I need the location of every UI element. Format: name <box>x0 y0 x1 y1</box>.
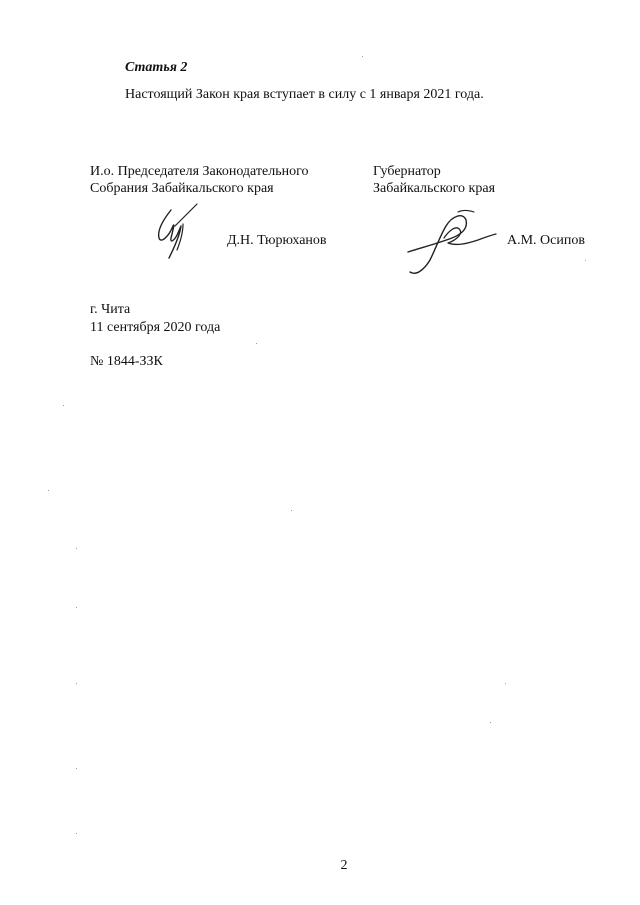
place-and-date <box>90 301 220 337</box>
right-signatory-title <box>373 163 495 197</box>
scan-speck <box>76 683 77 684</box>
scan-speck <box>76 607 77 608</box>
left-signatory-title <box>90 163 309 197</box>
city: г. Чита <box>90 302 131 317</box>
article-heading: Статья 2 <box>125 60 188 75</box>
scan-speck <box>256 343 257 344</box>
scan-speck <box>63 405 64 406</box>
left-signature-icon <box>145 200 205 262</box>
article-text: Настоящий Закон края вступает в силу с 1 января 2021 года. <box>125 87 484 102</box>
signing-date: 11 сентября 2020 года <box>90 320 221 335</box>
scan-speck <box>76 768 77 769</box>
scan-speck <box>362 56 363 57</box>
right-signatory-title-line2: Забайкальского края <box>373 181 496 196</box>
left-signatory-name: Д.Н. Тюрюханов <box>227 233 327 248</box>
scan-speck <box>585 260 586 261</box>
left-signatory-title-line2: Собрания Забайкальского края <box>90 181 274 196</box>
right-signatory-name: А.М. Осипов <box>507 233 585 248</box>
left-signatory-title-line1: И.о. Председателя Законодательного <box>90 164 309 179</box>
right-signature-icon <box>400 208 500 280</box>
scan-speck <box>76 833 77 834</box>
scan-speck <box>490 722 491 723</box>
right-signatory-title-line1: Губернатор <box>373 164 441 179</box>
scan-speck <box>48 490 49 491</box>
scan-speck <box>291 510 292 511</box>
page-number: 2 <box>340 858 348 873</box>
scan-speck <box>76 548 77 549</box>
scan-speck <box>505 683 506 684</box>
law-number: № 1844-ЗЗК <box>90 354 163 369</box>
